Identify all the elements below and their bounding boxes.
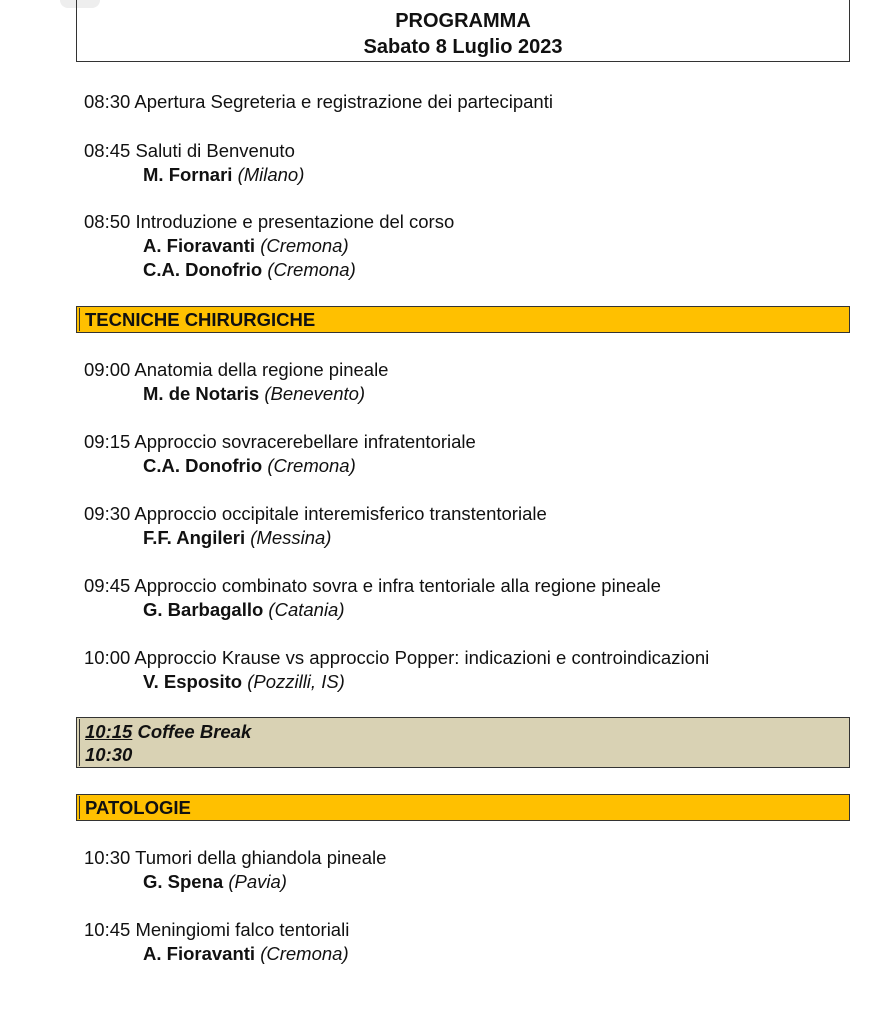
program-header — [76, 0, 850, 62]
speaker-name: V. Esposito — [143, 671, 243, 692]
speaker-line — [143, 163, 304, 187]
speaker-name: A. Fioravanti — [143, 235, 256, 256]
agenda-item — [84, 210, 454, 234]
speaker-city: (Messina) — [250, 527, 332, 548]
agenda-item — [84, 646, 709, 670]
speaker-line — [143, 526, 331, 550]
item-time: 09:00 — [84, 359, 131, 380]
speaker-name: F.F. Angileri — [143, 527, 246, 548]
coffee-break-label: Coffee Break — [137, 721, 252, 742]
speaker-city: (Pavia) — [228, 871, 287, 892]
agenda-item — [84, 502, 547, 526]
item-time: 09:45 — [84, 575, 131, 596]
speaker-line — [143, 870, 287, 894]
agenda-item — [84, 846, 386, 870]
speaker-line — [143, 942, 349, 966]
item-time: 10:45 — [84, 919, 131, 940]
speaker-name: C.A. Donofrio — [143, 455, 263, 476]
speaker-name: G. Barbagallo — [143, 599, 264, 620]
agenda-item — [84, 139, 295, 163]
speaker-name: C.A. Donofrio — [143, 259, 263, 280]
speaker-city: (Milano) — [237, 164, 305, 185]
item-time: 10:30 — [84, 847, 131, 868]
item-title: Saluti di Benvenuto — [135, 140, 295, 161]
speaker-city: (Cremona) — [260, 943, 349, 964]
coffee-break-end-time: 10:30 — [85, 744, 133, 765]
item-title: Tumori della ghiandola pineale — [135, 847, 387, 868]
speaker-name: G. Spena — [143, 871, 224, 892]
agenda-item — [84, 358, 388, 382]
item-title: Approccio sovracerebellare infratentoriale — [134, 431, 476, 452]
coffee-break-start-time: 10:15 — [85, 721, 133, 742]
speaker-name: A. Fioravanti — [143, 943, 256, 964]
speaker-city: (Benevento) — [264, 383, 366, 404]
agenda-item — [84, 918, 349, 942]
speaker-line — [143, 258, 356, 282]
item-time: 09:30 — [84, 503, 131, 524]
speaker-name: M. Fornari — [143, 164, 233, 185]
coffee-break-start-line — [85, 720, 849, 743]
speaker-line — [143, 234, 349, 258]
program-date: Sabato 8 Luglio 2023 — [363, 36, 563, 58]
speaker-city: (Cremona) — [267, 455, 356, 476]
agenda-item — [84, 430, 476, 454]
item-title: Introduzione e presentazione del corso — [135, 211, 455, 232]
speaker-city: (Catania) — [268, 599, 345, 620]
speaker-line — [143, 382, 365, 406]
agenda-item — [84, 90, 553, 114]
speaker-city: (Cremona) — [267, 259, 356, 280]
section-heading-tecniche: TECNICHE CHIRURGICHE — [76, 306, 850, 333]
speaker-line — [143, 670, 345, 694]
item-title: Approccio combinato sovra e infra tentoriale alla regione pineale — [134, 575, 661, 596]
speaker-city: (Cremona) — [260, 235, 349, 256]
item-title: Anatomia della regione pineale — [134, 359, 389, 380]
item-time: 09:15 — [84, 431, 131, 452]
item-time: 08:50 — [84, 211, 131, 232]
item-time: 10:00 — [84, 647, 131, 668]
item-time: 08:45 — [84, 140, 131, 161]
section-heading-patologie: PATOLOGIE — [76, 794, 850, 821]
coffee-break-box — [76, 717, 850, 768]
item-title: Approccio occipitale interemisferico transtentoriale — [134, 503, 547, 524]
item-title: Meningiomi falco tentoriali — [135, 919, 350, 940]
item-title: Apertura Segreteria e registrazione dei partecipanti — [134, 91, 553, 112]
agenda-item — [84, 574, 661, 598]
item-time: 08:30 — [84, 91, 131, 112]
program-title: PROGRAMMA — [395, 10, 531, 32]
item-title: Approccio Krause vs approccio Popper: indicazioni e controindicazioni — [134, 647, 710, 668]
speaker-city: (Pozzilli, IS) — [247, 671, 345, 692]
speaker-line — [143, 598, 345, 622]
speaker-line — [143, 454, 356, 478]
speaker-name: M. de Notaris — [143, 383, 260, 404]
